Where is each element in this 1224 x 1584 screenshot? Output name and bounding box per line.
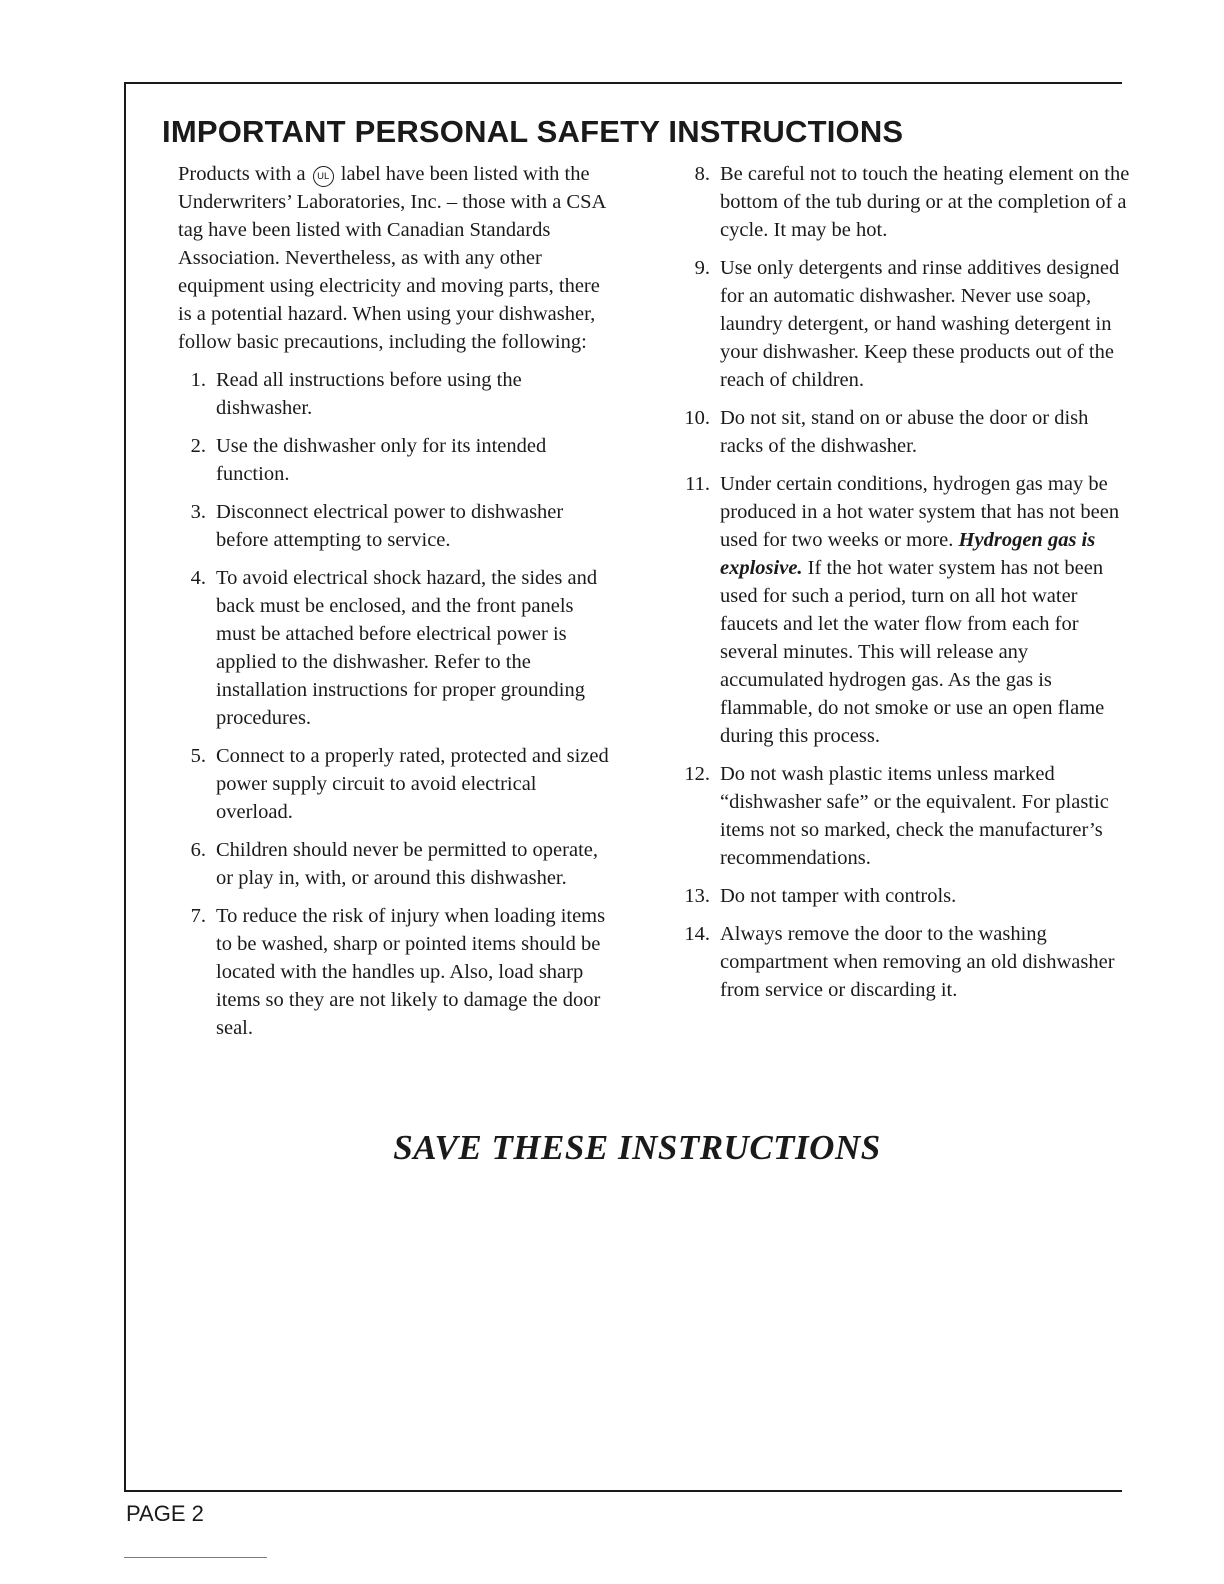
safety-item-5 [178, 742, 618, 826]
page-number: PAGE 2 [126, 1501, 204, 1526]
safety-item-3 [178, 498, 618, 554]
item-text: To avoid electrical shock hazard, the sides and back must be enclosed, and the front panels must be attached before electrical power is applied to the dishwasher. Refer to the installation instructions for proper grounding procedures. [216, 567, 598, 729]
item-text: Do not sit, stand on or abuse the door or dish racks of the dishwasher. [720, 407, 1089, 457]
item-text: To reduce the risk of injury when loading items to be washed, sharp or pointed items should be located with the handles up. Also, load sharp items so they are not likely to damage the door seal. [216, 905, 606, 1039]
item-number: 13. [684, 885, 710, 907]
item-text: Use the dishwasher only for its intended function. [216, 435, 547, 485]
item-number: 11. [685, 473, 710, 495]
safety-item-13 [680, 882, 1130, 910]
safety-list-part-1 [178, 366, 618, 1042]
safety-item-8 [680, 160, 1130, 244]
item-text: Always remove the door to the washing compartment when removing an old dishwasher from service or discarding it. [720, 923, 1115, 1001]
safety-item-12 [680, 760, 1130, 872]
item-text: Be careful not to touch the heating element on the bottom of the tub during or at the completion of a cycle. It may be hot. [720, 163, 1130, 241]
item-text: Do not tamper with controls. [720, 885, 957, 907]
safety-item-1 [178, 366, 618, 422]
footer-accent-rule [124, 1557, 267, 1558]
item-number: 1. [190, 369, 206, 391]
hydrogen-warning-emphasis: Hydrogen gas is explosive. [720, 529, 1096, 579]
item-text: Use only detergents and rinse additives designed for an automatic dishwasher. Never use soap, laundry detergent, or hand washing detergent in your dishwasher. Keep these products out of the reach of children. [720, 257, 1120, 391]
item-number: 14. [684, 923, 710, 945]
safety-list-part-2 [680, 160, 1130, 1004]
item-number: 3. [190, 501, 206, 523]
item-number: 9. [694, 257, 710, 279]
intro-text-before-mark: Products with a [178, 163, 306, 185]
item-number: 6. [190, 839, 206, 861]
item-number: 8. [694, 163, 710, 185]
page-title: IMPORTANT PERSONAL SAFETY INSTRUCTIONS [162, 114, 904, 149]
item-number: 2. [190, 435, 206, 457]
safety-item-10 [680, 404, 1130, 460]
item-text-part-b: If the hot water system has not been used for such a period, turn on all hot water faucets and let the water flow from each for several minutes. This will release any accumulated hydrogen gas. As the gas is flammable, do not smoke or use an open flame during this process. [720, 557, 1105, 747]
item-text: Do not wash plastic items unless marked “dishwasher safe” or the equivalent. For plastic items not so marked, check the manufacturer’s recommendations. [720, 763, 1109, 869]
intro-paragraph [178, 160, 618, 356]
safety-item-11 [680, 470, 1130, 750]
safety-item-4 [178, 564, 618, 732]
safety-item-7 [178, 902, 618, 1042]
item-number: 7. [190, 905, 206, 927]
intro-text-after-mark: label have been listed with the Underwriters’ Laboratories, Inc. – those with a CSA tag have been listed with Canadian Standards Association. Nevertheless, as with any other equipment using electricity and moving parts, there is a potential hazard. When using your dishwasher, follow basic precautions, including the following: [178, 163, 606, 353]
item-text: Children should never be permitted to operate, or play in, with, or around this dishwasher. [216, 839, 598, 889]
left-border-rule [124, 82, 126, 1492]
item-text-part-a: Under certain conditions, hydrogen gas may be produced in a hot water system that has not been used for two weeks or more. [720, 473, 1120, 551]
bottom-border-rule [124, 1490, 1122, 1492]
save-instructions-banner: SAVE THESE INSTRUCTIONS [393, 1128, 881, 1167]
left-column [178, 160, 618, 1052]
item-number: 4. [190, 567, 206, 589]
safety-item-14 [680, 920, 1130, 1004]
item-text: Read all instructions before using the dishwasher. [216, 369, 522, 419]
safety-item-9 [680, 254, 1130, 394]
safety-item-6 [178, 836, 618, 892]
item-number: 12. [684, 763, 710, 785]
safety-item-2 [178, 432, 618, 488]
right-column [680, 160, 1130, 1014]
top-border-rule [124, 82, 1122, 84]
item-number: 5. [190, 745, 206, 767]
item-number: 10. [684, 407, 710, 429]
item-text: Connect to a properly rated, protected and sized power supply circuit to avoid electrical overload. [216, 745, 609, 823]
item-text: Disconnect electrical power to dishwasher before attempting to service. [216, 501, 564, 551]
ul-listing-mark-icon: UL [313, 166, 334, 187]
